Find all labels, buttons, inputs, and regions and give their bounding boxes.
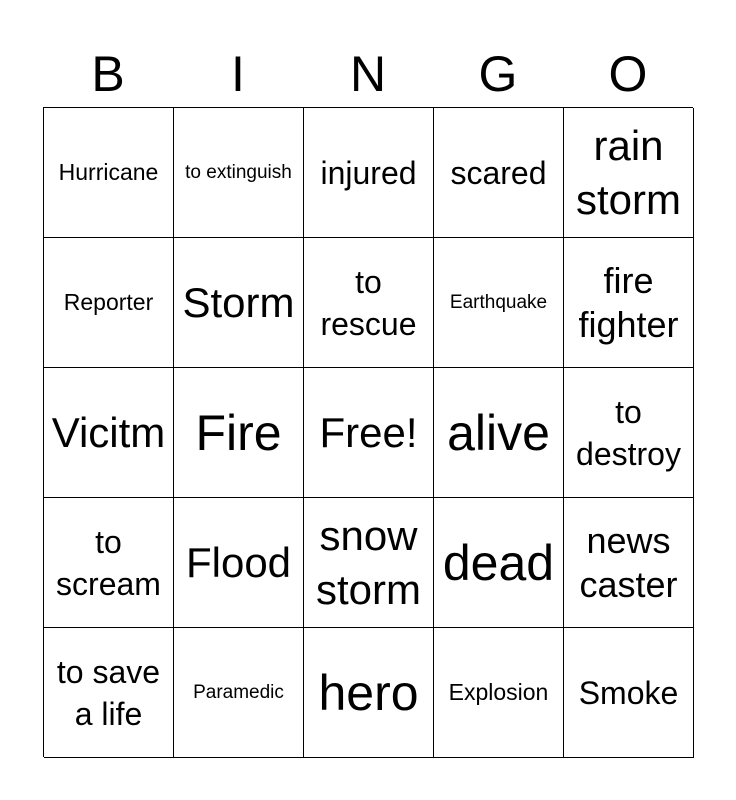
bingo-cell-label: to scream xyxy=(56,523,161,602)
bingo-cell-label: Reporter xyxy=(63,289,154,315)
bingo-cell-label: Paramedic xyxy=(193,681,284,703)
bingo-cell-label: Storm xyxy=(182,278,295,326)
bingo-cell-i1[interactable] xyxy=(174,108,304,238)
bingo-cell-label: scared xyxy=(450,154,547,191)
bingo-cell-label: to save a life xyxy=(56,653,161,732)
bingo-cell-i2[interactable] xyxy=(174,238,304,368)
bingo-cell-g2[interactable] xyxy=(434,238,564,368)
bingo-cell-g5[interactable] xyxy=(434,628,564,758)
bingo-cell-label: dead xyxy=(442,534,555,591)
bingo-cell-i3[interactable] xyxy=(174,368,304,498)
bingo-cell-n3[interactable] xyxy=(304,368,434,498)
bingo-cell-g1[interactable] xyxy=(434,108,564,238)
bingo-cell-n4[interactable] xyxy=(304,498,434,628)
header-letter-n: N xyxy=(349,46,387,102)
bingo-board xyxy=(43,107,693,757)
bingo-cell-o5[interactable] xyxy=(564,628,694,758)
bingo-cell-b4[interactable] xyxy=(44,498,174,628)
bingo-cell-label: hero xyxy=(318,664,419,721)
bingo-cell-b2[interactable] xyxy=(44,238,174,368)
bingo-cell-g4[interactable] xyxy=(434,498,564,628)
bingo-cell-label: fire fighter xyxy=(578,259,679,345)
bingo-cell-label: Vicitm xyxy=(51,408,166,456)
bingo-cell-n2[interactable] xyxy=(304,238,434,368)
bingo-cell-label: news caster xyxy=(579,519,678,605)
bingo-cell-label: Hurricane xyxy=(58,159,159,185)
bingo-header xyxy=(43,44,693,104)
header-letter-b: B xyxy=(91,46,125,102)
bingo-cell-o2[interactable] xyxy=(564,238,694,368)
bingo-cell-b1[interactable] xyxy=(44,108,174,238)
bingo-cell-label: Flood xyxy=(185,538,292,586)
bingo-cell-o3[interactable] xyxy=(564,368,694,498)
header-letter-g: G xyxy=(478,46,518,102)
header-letter-o: O xyxy=(608,46,648,102)
bingo-cell-i4[interactable] xyxy=(174,498,304,628)
bingo-cell-n5[interactable] xyxy=(304,628,434,758)
bingo-cell-label: Smoke xyxy=(578,674,679,711)
bingo-cell-label: rain storm xyxy=(576,121,681,223)
bingo-cell-g3[interactable] xyxy=(434,368,564,498)
bingo-cell-label: Earthquake xyxy=(449,291,548,313)
bingo-cell-n1[interactable] xyxy=(304,108,434,238)
bingo-cell-label: Free! xyxy=(319,408,418,456)
bingo-cell-label: to destroy xyxy=(576,393,681,472)
bingo-cell-b5[interactable] xyxy=(44,628,174,758)
bingo-cell-label: snow storm xyxy=(316,511,421,613)
bingo-cell-i5[interactable] xyxy=(174,628,304,758)
bingo-cell-b3[interactable] xyxy=(44,368,174,498)
bingo-cell-label: injured xyxy=(320,154,417,191)
bingo-cell-label: to extinguish xyxy=(185,161,292,183)
bingo-cell-label: Explosion xyxy=(448,679,549,705)
bingo-cell-o1[interactable] xyxy=(564,108,694,238)
header-letter-i: I xyxy=(231,46,245,102)
bingo-cell-label: alive xyxy=(447,404,550,461)
bingo-cell-label: Fire xyxy=(195,404,282,461)
bingo-cell-o4[interactable] xyxy=(564,498,694,628)
bingo-cell-label: to rescue xyxy=(320,263,417,342)
